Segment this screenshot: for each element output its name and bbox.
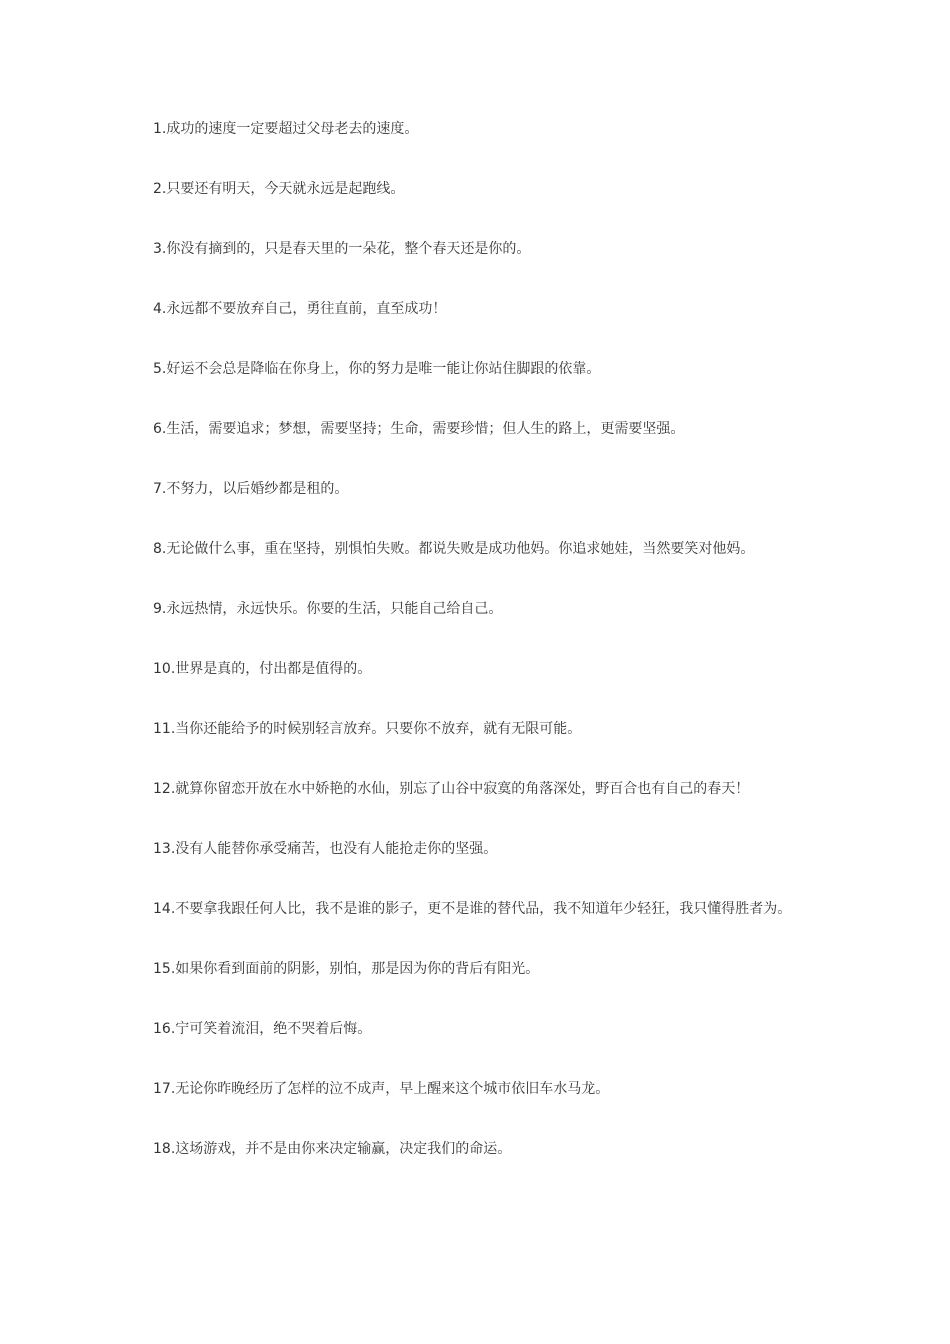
paragraph-7: 7.不努力，以后婚纱都是租的。 <box>153 481 349 497</box>
paragraph-17: 17.无论你昨晚经历了怎样的泣不成声，早上醒来这个城市依旧车水马龙。 <box>153 1081 610 1097</box>
paragraph-13: 13.没有人能替你承受痛苦，也没有人能抢走你的坚强。 <box>153 841 498 857</box>
document-body <box>153 117 801 1197</box>
paragraph-15: 15.如果你看到面前的阴影，别怕，那是因为你的背后有阳光。 <box>153 961 540 977</box>
paragraph-16: 16.宁可笑着流泪，绝不哭着后悔。 <box>153 1021 372 1037</box>
paragraph-2: 2.只要还有明天，今天就永远是起跑线。 <box>153 181 405 197</box>
paragraph-9: 9.永远热情，永远快乐。你要的生活，只能自己给自己。 <box>153 601 503 617</box>
paragraph-8: 8.无论做什么事，重在坚持，别惧怕失败。都说失败是成功他妈。你追求她娃，当然要笑对他妈。 <box>153 541 755 557</box>
paragraph-6: 6.生活，需要追求；梦想，需要坚持；生命，需要珍惜；但人生的路上，更需要坚强。 <box>153 421 685 437</box>
paragraph-10: 10.世界是真的，付出都是值得的。 <box>153 661 372 677</box>
paragraph-1: 1.成功的速度一定要超过父母老去的速度。 <box>153 121 419 137</box>
paragraph-5: 5.好运不会总是降临在你身上，你的努力是唯一能让你站住脚跟的依靠。 <box>153 361 601 377</box>
paragraph-12: 12.就算你留恋开放在水中娇艳的水仙，别忘了山谷中寂寞的角落深处，野百合也有自己的春天！ <box>153 781 750 797</box>
paragraph-14: 14.不要拿我跟任何人比，我不是谁的影子，更不是谁的替代品，我不知道年少轻狂，我只懂得胜者为。 <box>153 901 792 917</box>
paragraph-4: 4.永远都不要放弃自己，勇往直前，直至成功！ <box>153 301 447 317</box>
paragraph-11: 11.当你还能给予的时候别轻言放弃。只要你不放弃，就有无限可能。 <box>153 721 582 737</box>
paragraph-18: 18.这场游戏，并不是由你来决定输赢，决定我们的命运。 <box>153 1141 512 1157</box>
paragraph-3: 3.你没有摘到的，只是春天里的一朵花，整个春天还是你的。 <box>153 241 531 257</box>
